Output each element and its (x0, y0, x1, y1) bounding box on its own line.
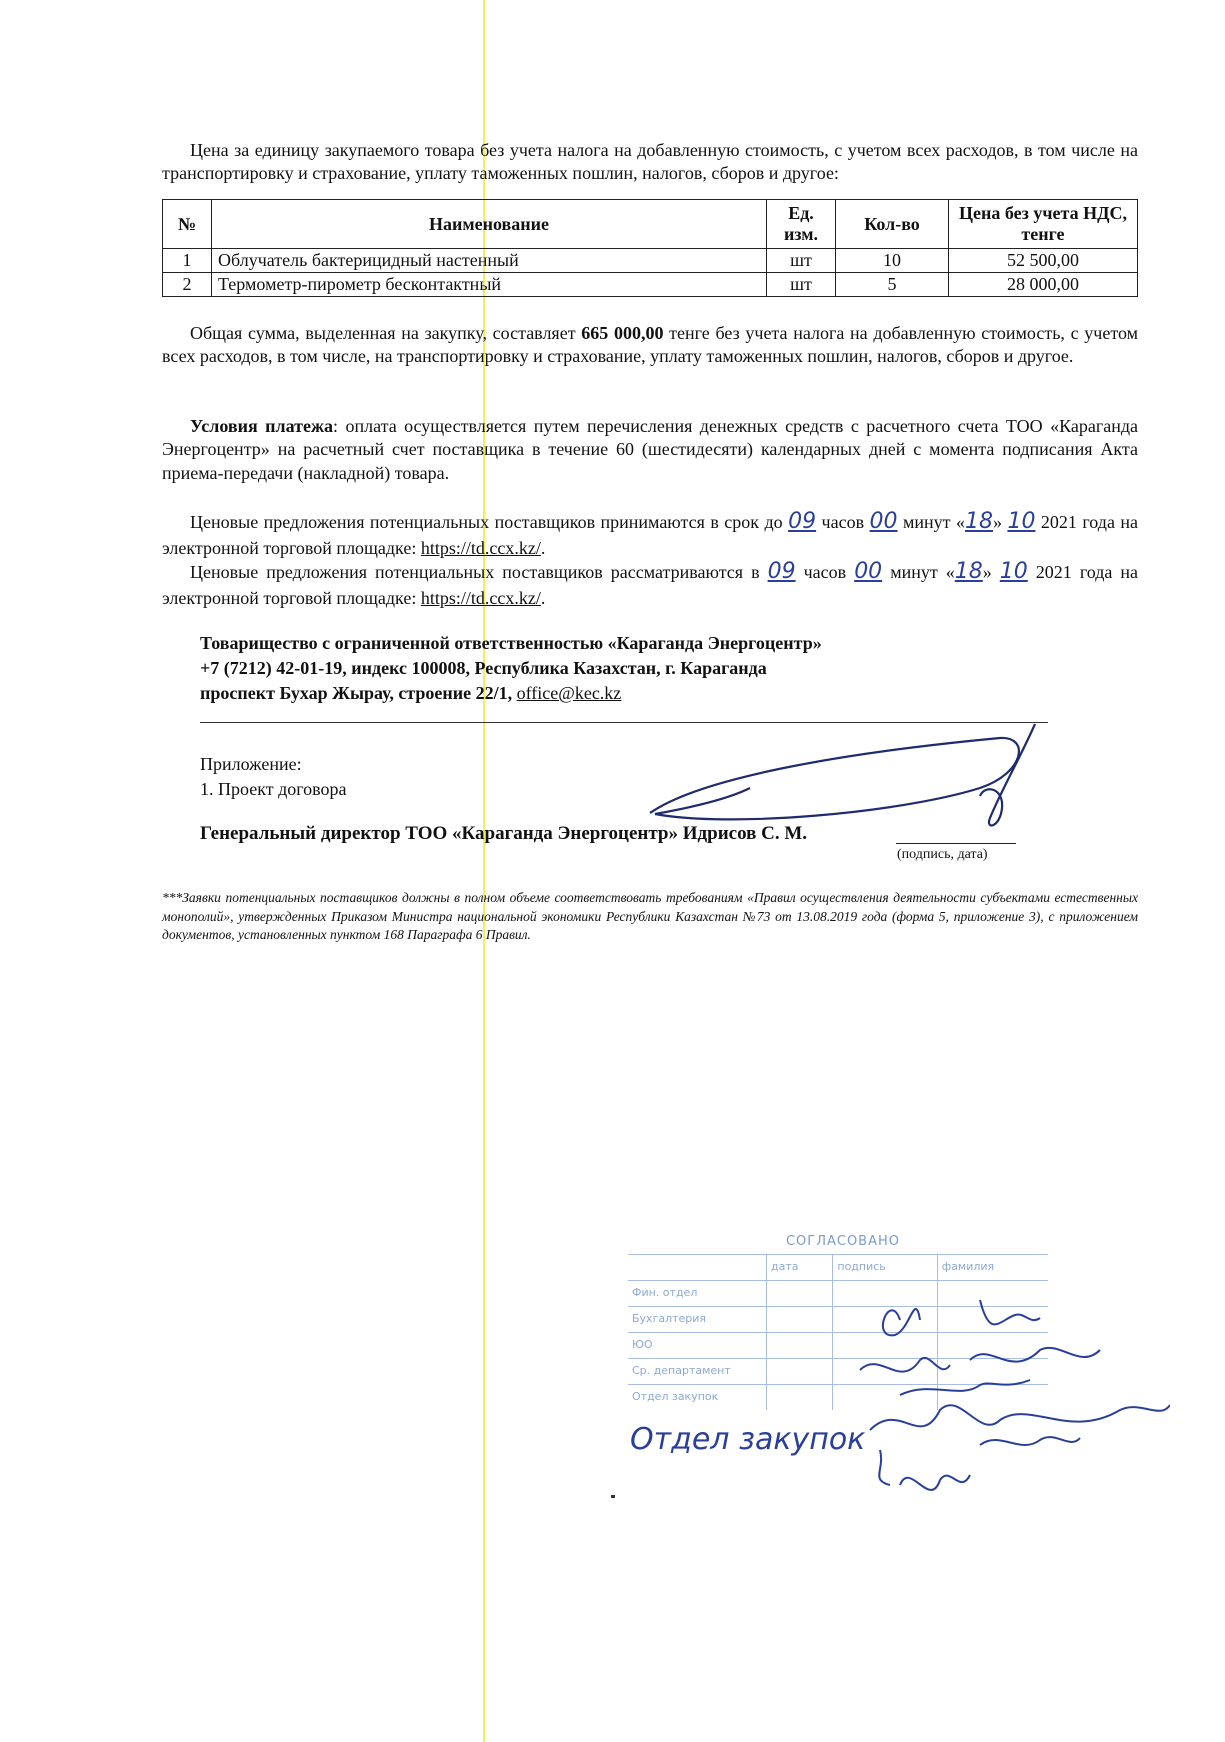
director-signature (640, 718, 1050, 838)
stamp-col-surname: фамилия (937, 1255, 1048, 1281)
stamp-cell (767, 1307, 833, 1333)
stamp-row-label: Бухгалтерия (628, 1307, 767, 1333)
platform-link[interactable]: https://td.ccx.kz/ (420, 587, 541, 608)
row-number: 2 (163, 273, 212, 297)
handwritten-minute: 00 (869, 509, 898, 534)
company-street: проспект Бухар Жырау, строение 22/1, (200, 682, 517, 703)
deadline-review-paragraph (162, 558, 1138, 610)
text: Ценовые предложения потенциальных поставщиков принимаются в срок до (190, 512, 789, 532)
text: 2021 года на электронной торговой площадке: (162, 512, 1139, 558)
row-unit: шт (767, 273, 836, 297)
row-qty: 5 (836, 273, 949, 297)
deadline-receive-paragraph (162, 508, 1138, 560)
text: 2021 года на электронной торговой площадке: (162, 562, 1139, 608)
payment-text: : оплата осуществляется путем перечисления денежных средств с расчетного счета ТОО «Караганда Энергоцентр» на расчетный счет поставщика в течение 60 (шестидесяти) календарных дней с момента подписания Акта приема-передачи (накладной) товара. (162, 416, 1138, 483)
stamp-row-label: ЮО (628, 1333, 767, 1359)
row-qty: 10 (836, 249, 949, 273)
company-details (200, 631, 822, 705)
company-address-line (200, 681, 822, 706)
stamp-cell (767, 1385, 833, 1411)
text: . (540, 587, 546, 608)
appendix-title: Приложение: (200, 754, 302, 774)
stamp-col-date: дата (767, 1255, 833, 1281)
row-name: Облучатель бактерицидный настенный (212, 249, 767, 273)
handwritten-month: 10 (999, 559, 1028, 584)
handwritten-hour: 09 (767, 559, 796, 584)
col-header-unit: Ед. изм. (767, 200, 836, 249)
text: . (540, 537, 546, 558)
scan-speck (611, 1495, 615, 1498)
footnote: ***Заявки потенциальных поставщиков должны в полном объеме соответствовать требованиям «Правил осуществления деятельности субъектами естественных монополий», утвержденных Приказом Министра национальной экономики Республики Казахстан №73 от 13.08.2019 года (форма 5, приложение 3), с приложением документов, установленных пунктом 168 Параграфа 6 Правил. (162, 890, 1138, 943)
row-price: 28 000,00 (949, 273, 1138, 297)
company-email-link[interactable]: office@kec.kz (516, 682, 622, 703)
stamp-cell (767, 1281, 833, 1307)
intro-paragraph: Цена за единицу закупаемого товара без учета налога на добавленную стоимость, с учетом всех расходов, в том числе на транспортировку и страхование, уплату таможенных пошлин, налогов, сборов и другое: (162, 140, 1138, 184)
row-name: Термометр-пирометр бесконтактный (212, 273, 767, 297)
director-line: Генеральный директор ТОО «Караганда Энергоцентр» Идрисов С. М. (200, 823, 808, 844)
handwritten-hour: 09 (788, 509, 817, 534)
col-header-price: Цена без учета НДС, тенге (949, 200, 1138, 249)
platform-link[interactable]: https://td.ccx.kz/ (420, 537, 541, 558)
handwritten-day: 18 (954, 559, 983, 584)
total-text-after: тенге без учета налога на добавленную стоимость, с учетом всех расходов, в том числе, на транспортировку и страхование, уплату таможенных пошлин, налогов, сборов и другое. (162, 323, 1139, 367)
stamp-col-signature: подпись (833, 1255, 937, 1281)
stamp-cell (767, 1359, 833, 1385)
table-row (163, 249, 1138, 273)
total-text-before: Общая сумма, выделенная на закупку, составляет (190, 323, 582, 343)
appendix (200, 752, 347, 802)
text: » (982, 562, 1000, 582)
table-header-row (163, 200, 1138, 249)
handwritten-day: 18 (964, 509, 993, 534)
stamp-col (628, 1255, 767, 1281)
signature-line (896, 843, 1016, 844)
stamp-title: СОГЛАСОВАНО (785, 1234, 901, 1249)
signature-caption: (подпись, дата) (897, 847, 988, 862)
stamp-row-label: Ср. департамент (628, 1359, 767, 1385)
total-paragraph (162, 322, 1138, 369)
text: часов (795, 562, 855, 582)
row-price: 52 500,00 (949, 249, 1138, 273)
handwritten-month: 10 (1007, 509, 1036, 534)
stamp-row-label: Отдел закупок (628, 1385, 767, 1411)
approval-signatures (840, 1280, 1170, 1520)
col-header-name: Наименование (212, 200, 767, 249)
stamp-row-label: Фин. отдел (628, 1281, 767, 1307)
stamp-cell (767, 1333, 833, 1359)
row-unit: шт (767, 249, 836, 273)
table-row (163, 273, 1138, 297)
text: Ценовые предложения потенциальных поставщиков рассматриваются в (190, 562, 768, 582)
items-table (162, 199, 1138, 297)
stamp-header-row (628, 1255, 1048, 1281)
col-header-qty: Кол-во (836, 200, 949, 249)
text: » (992, 512, 1008, 532)
payment-paragraph (162, 415, 1138, 485)
appendix-item: 1. Проект договора (200, 779, 347, 800)
text: часов (816, 512, 870, 532)
company-name: Товарищество с ограниченной ответственностью «Караганда Энергоцентр» (200, 633, 822, 653)
payment-label: Условия платежа (190, 416, 334, 436)
handwritten-department: Отдел закупок (630, 1422, 866, 1457)
col-header-number: № (163, 200, 212, 249)
text: минут « (882, 562, 955, 582)
company-phone-address: +7 (7212) 42-01-19, индекс 100008, Республика Казахстан, г. Караганда (200, 657, 767, 678)
handwritten-minute: 00 (854, 559, 883, 584)
text: минут « (897, 512, 965, 532)
row-number: 1 (163, 249, 212, 273)
total-amount: 665 000,00 (581, 323, 664, 343)
